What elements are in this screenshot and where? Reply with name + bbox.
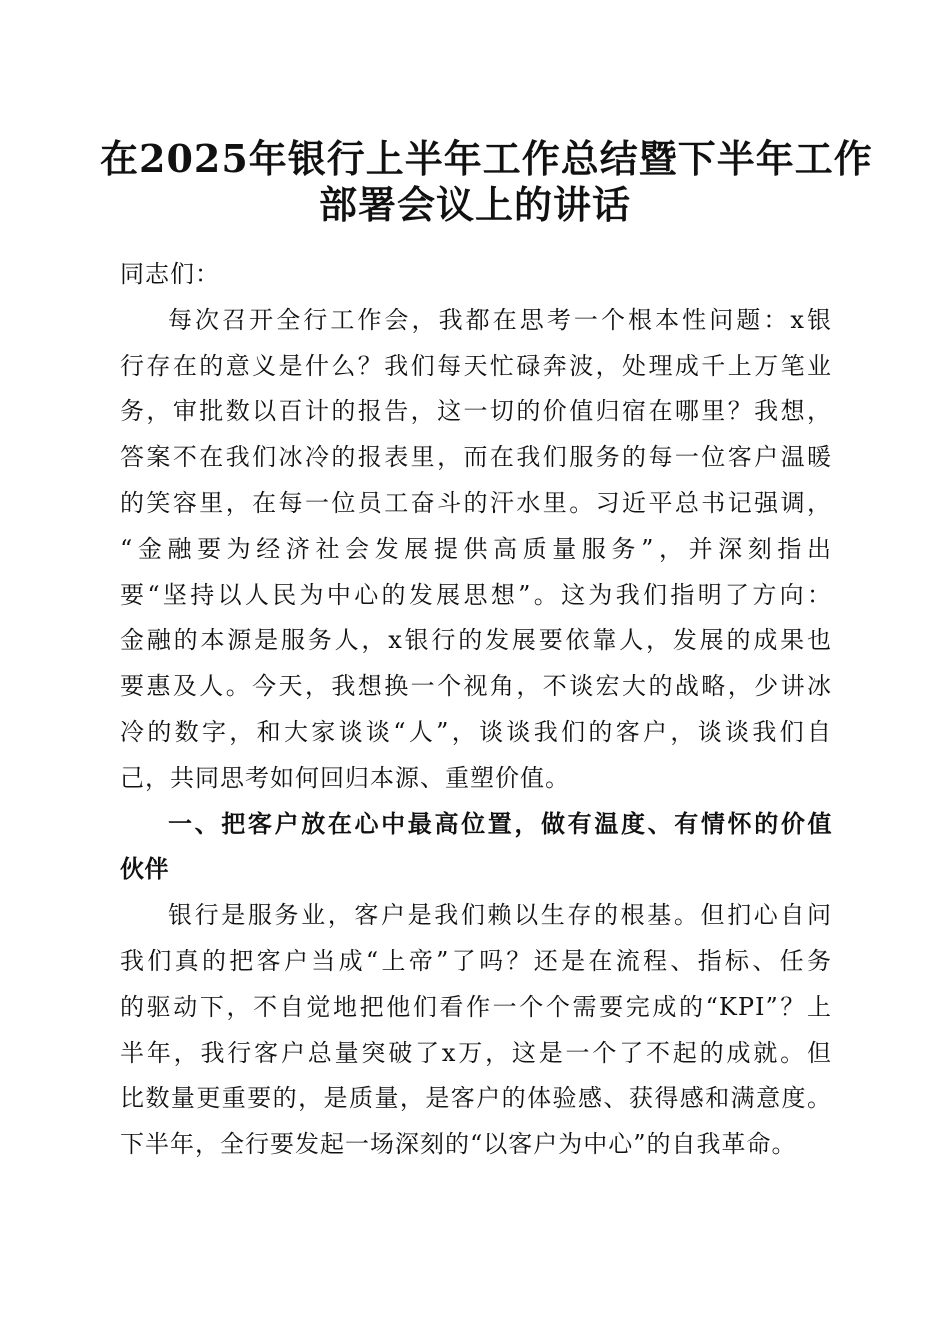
document-body bbox=[120, 252, 832, 1168]
paragraph-line: 务，审批数以百计的报告，这一切的价值归宿在哪里？我想， bbox=[120, 397, 832, 426]
paragraph-line: 银行是服务业，客户是我们赖以生存的根基。但扪心自问 bbox=[168, 901, 832, 930]
paragraph-line: 半年，我行客户总量突破了x万，这是一个了不起的成就。但 bbox=[120, 1038, 832, 1067]
paragraph-line: 己，共同思考如何回归本源、重塑价值。 bbox=[120, 763, 570, 792]
document-title-line-2: 部署会议上的讲话 bbox=[318, 182, 631, 227]
document-title-line-1: 在2025年银行上半年工作总结暨下半年工作 bbox=[100, 136, 873, 181]
paragraph-line: 比数量更重要的，是质量，是客户的体验感、获得感和满意度。 bbox=[120, 1084, 832, 1113]
paragraph-line: 下半年，全行要发起一场深刻的“以客户为中心”的自我革命。 bbox=[120, 1130, 797, 1159]
paragraph-line: 每次召开全行工作会，我都在思考一个根本性问题：x银 bbox=[168, 305, 832, 334]
paragraph-line: 的驱动下，不自觉地把他们看作一个个需要完成的“KPI”？上 bbox=[120, 992, 832, 1021]
paragraph-line: 要“坚持以人民为中心的发展思想”。这为我们指明了方向： bbox=[120, 580, 832, 609]
paragraph-1 bbox=[120, 298, 832, 802]
paragraph-line: 冷的数字，和大家谈谈“人”，谈谈我们的客户，谈谈我们自 bbox=[120, 717, 832, 746]
paragraph-line: 答案不在我们冰冷的报表里，而在我们服务的每一位客户温暖 bbox=[120, 443, 832, 472]
paragraph-line: 金融的本源是服务人，x银行的发展要依靠人，发展的成果也 bbox=[120, 626, 832, 655]
section-heading-1 bbox=[120, 802, 832, 894]
section-heading-line: 伙伴 bbox=[120, 855, 169, 884]
paragraph-line: 我们真的把客户当成“上帝”了吗？还是在流程、指标、任务 bbox=[120, 946, 832, 975]
paragraph-line: 要惠及人。今天，我想换一个视角，不谈宏大的战略，少讲冰 bbox=[120, 672, 832, 701]
section-heading-line: 一、把客户放在心中最高位置，做有温度、有情怀的价值 bbox=[168, 809, 832, 838]
greeting: 同志们： bbox=[120, 260, 220, 288]
paragraph-2 bbox=[120, 893, 832, 1168]
paragraph-line: “金融要为经济社会发展提供高质量服务”，并深刻指出 bbox=[120, 534, 832, 563]
paragraph-line: 行存在的意义是什么？我们每天忙碌奔波，处理成千上万笔业 bbox=[120, 351, 832, 380]
paragraph-line: 的笑容里，在每一位员工奋斗的汗水里。习近平总书记强调， bbox=[120, 488, 832, 517]
